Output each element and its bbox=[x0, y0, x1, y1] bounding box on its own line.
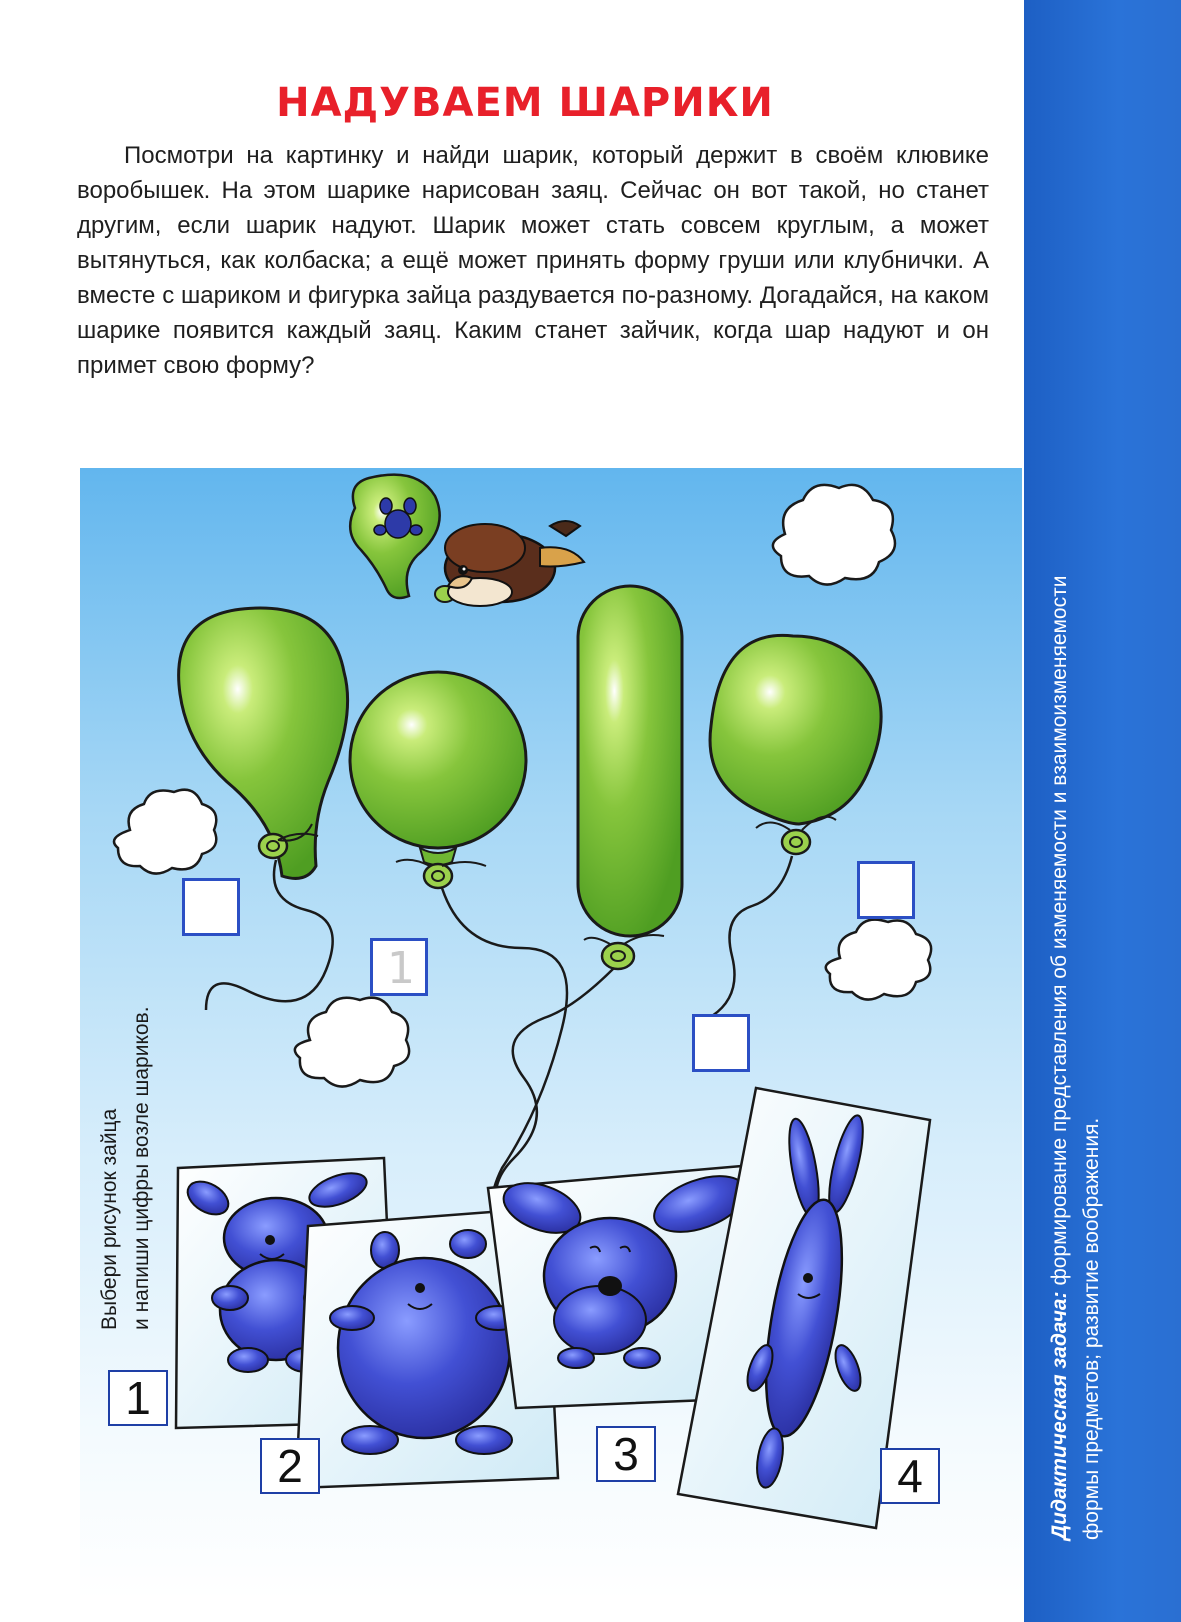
didactic-text-2: формы предметов; развитие воображения. bbox=[1080, 1117, 1103, 1540]
instruction-line-2: и напиши цифры возле шариков. bbox=[130, 1006, 153, 1330]
card-number-1: 1 bbox=[108, 1370, 168, 1426]
card-number-2: 2 bbox=[260, 1438, 320, 1494]
cloud bbox=[773, 485, 895, 585]
card-number-3: 3 bbox=[596, 1426, 656, 1482]
task-paragraph bbox=[77, 138, 989, 383]
sausage-balloon bbox=[496, 586, 682, 1218]
instruction bbox=[94, 830, 158, 1330]
answer-box-strawberry[interactable] bbox=[857, 861, 915, 919]
answer-box-round[interactable] bbox=[370, 938, 428, 996]
illustration-art bbox=[80, 468, 1022, 1600]
cloud bbox=[295, 998, 409, 1087]
sparrow bbox=[445, 521, 584, 606]
answer-box-sausage[interactable] bbox=[692, 1014, 750, 1072]
cloud bbox=[826, 920, 931, 1000]
didactic-text-1: формирование представления об изменяемости и взаимоизменяемости bbox=[1048, 575, 1071, 1292]
task-text: Посмотри на картинку и найди шарик, который держит в своём клювике воробышек. На этом шарике нарисован заяц. Сейчас он вот такой, но станет другим, если шарик надуют. Шарик может стать совсем круглым, а может вытянуться, как колбаска; а ещё может принять форму груши или клубнички. А вместе с шариком и фигурка зайца раздувается по-разному. Догадайся, на каком шарике появится каждый заяц. Каким станет зайчик, когда шар надуют и он примет свою форму? bbox=[77, 142, 989, 379]
illustration bbox=[80, 468, 1022, 1600]
page-title: НАДУВАЕМ ШАРИКИ bbox=[276, 80, 774, 126]
didactic-label: Дидактическая задача: bbox=[1048, 1291, 1071, 1540]
instruction-line-1: Выбери рисунок зайца bbox=[98, 1108, 121, 1330]
small-balloon-with-rabbit bbox=[350, 475, 455, 602]
sidebar-text bbox=[1044, 340, 1108, 1540]
answer-hint: 1 bbox=[387, 943, 415, 994]
card-number-4: 4 bbox=[880, 1448, 940, 1504]
answer-box-pear[interactable] bbox=[182, 878, 240, 936]
